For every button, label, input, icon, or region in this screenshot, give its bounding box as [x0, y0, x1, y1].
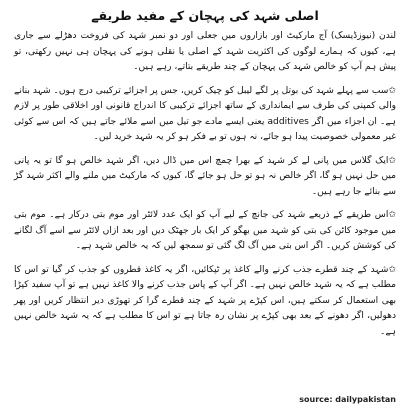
candle-test-paragraph: ✩اس طریقے کے ذریعے شہد کی جانچ کے لیے آپ کو ایک عدد لائٹر اور موم بتی درکار ہے۔ موم بتی میں موجود کاٹن کی بتی کو شہد میں بھگو کر ایک بار جھٹک دیں اور بعد ازاں لائٹر سے اسے آگ لگانے کی کوشش کریں۔ اگر اس بتی میں آگ لگ گئی تو سمجھ لیں کہ یہ خالص شہد ہے۔ — [14, 210, 396, 251]
intro-paragraph: لندن (نیوزڈیسک) آج مارکیٹ اور بازاروں میں جعلی اور دو نمبر شہد کی فروخت دھڑلے سے جاری ہے، کیوں کہ ہمارے لوگوں کی اکثریت شہد کے اصلی یا نقلی ہونے کی پہچان ہی نہیں رکھتی، تو پیش ہم آپ کو خالص شہد کی پہچان کے چند طریقے بتاتے، رہے ہیں۔ — [14, 31, 396, 72]
source-credit: source: dailypakistan — [299, 395, 396, 404]
water-test-paragraph: ✩ایک گلاس میں پانی لے کر شہد کے بھرا چمچ اس میں ڈال دیں، اگر شہد خالص ہو گا تو یہ پانی میں حل نہیں ہو گا، اگر خالص نہ ہو تو حل ہو جائے گا، کیوں کہ مارکیٹ میں ملنے والے اکثر شہد گڑ سے بنائے جا رہے ہیں۔ — [14, 155, 396, 197]
article-title: اصلی شہد کی پہچان کے مفید طریقے — [91, 8, 319, 23]
paper-test-paragraph: ✩شہد کے چند قطرے جذب کرنے والے کاغذ پر ٹپکائیں، اگر یہ کاغذ قطروں کو جذب کر گیا تو اس کا مطلب ہے کہ یہ شہد خالص نہیں ہے۔ اگر آپ کے پاس جذب کرنے والا کاغذ نہیں ہے تو آپ سفید کپڑا بھی استعمال کر سکتے ہیں، اس کپڑے پر شہد کے چند قطرے گرا کر تھوڑی دیر انتظار کریں اور پھر دھولیں، اگر دھونے کے بعد بھی کپڑے پر نشان رہ جاتا ہے تو اس کا مطلب ہے کہ یہ شہد خالص نہیں ہے۔ — [14, 264, 396, 337]
label-check-paragraph: ✩سب سے پہلے شہد کی بوتل پر لگے لیبل کو چیک کریں، جس پر اجزائے ترکیبی درج ہوں۔ شہد بنانے والی کمپنی کی طرف سے ایمانداری کے ساتھ اجزائے ترکیبی کا اندراج قانونی اور اخلاقی طور پر لازم ہے۔ ان اجزاء میں اگر additives یعنی ایسے مادے جو تیل میں اسے ملائے جاتے ہیں کہ اس سے کوئی غیر معمولی خصوصیت پیدا ہو جائے، نہ ہوں تو بے فکر ہو کر یہ شہد خرید لیں۔ — [14, 85, 397, 142]
